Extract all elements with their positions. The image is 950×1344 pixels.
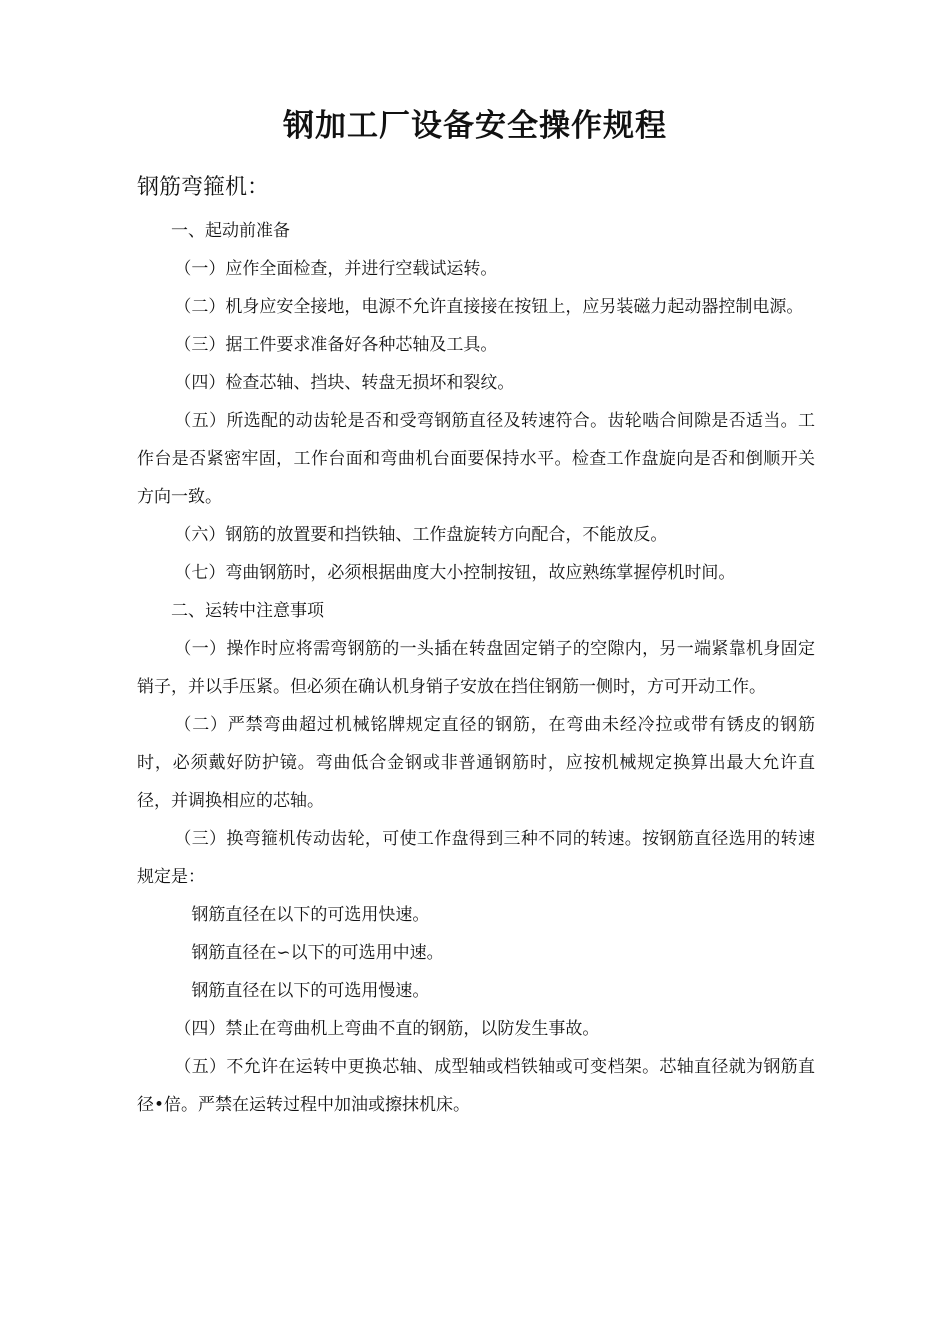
paragraph: （五）不允许在运转中更换芯轴、成型轴或档铁轴或可变档架。芯轴直径就为钢筋直径•倍。严禁在运转过程中加油或擦抹机床。	[137, 1057, 815, 1115]
speed-rule-line: 钢筋直径在∽以下的可选用中速。	[191, 943, 444, 963]
paragraph: （七）弯曲钢筋时，必须根据曲度大小控制按钮，故应熟练掌握停机时间。	[174, 563, 736, 583]
section-heading: 钢筋弯箍机：	[137, 175, 270, 200]
paragraph: （三）据工件要求准备好各种芯轴及工具。	[174, 335, 498, 355]
paragraph: （五）所选配的动齿轮是否和受弯钢筋直径及转速符合。齿轮啮合间隙是否适当。工作台是否紧密牢固，工作台面和弯曲机台面要保持水平。检查工作盘旋向是否和倒顺开关方向一致。	[137, 411, 815, 507]
paragraph: （四）禁止在弯曲机上弯曲不直的钢筋，以防发生事故。	[174, 1019, 600, 1039]
paragraph: （六）钢筋的放置要和挡铁轴、工作盘旋转方向配合，不能放反。	[174, 525, 668, 545]
speed-rule-line: 钢筋直径在以下的可选用慢速。	[191, 981, 430, 1001]
paragraph: （一）应作全面检查，并进行空载试运转。	[174, 259, 498, 279]
speed-rule-line: 钢筋直径在以下的可选用快速。	[191, 905, 430, 925]
paragraph: （一）操作时应将需弯钢筋的一头插在转盘固定销子的空隙内，另一端紧靠机身固定销子，并以手压紧。但必须在确认机身销子安放在挡住钢筋一侧时，方可开动工作。	[137, 639, 815, 697]
document-title: 钢加工厂设备安全操作规程	[283, 108, 667, 144]
subsection-heading: 一、起动前准备	[171, 221, 290, 241]
paragraph: （四）检查芯轴、挡块、转盘无损坏和裂纹。	[174, 373, 515, 393]
paragraph: （二）机身应安全接地，电源不允许直接接在按钮上，应另装磁力起动器控制电源。	[174, 297, 804, 317]
subsection-heading: 二、运转中注意事项	[171, 601, 324, 621]
paragraph: （三）换弯箍机传动齿轮，可使工作盘得到三种不同的转速。按钢筋直径选用的转速规定是：	[137, 829, 815, 887]
document-body	[137, 212, 815, 1124]
paragraph: （二）严禁弯曲超过机械铭牌规定直径的钢筋，在弯曲未经冷拉或带有锈皮的钢筋时，必须戴好防护镜。弯曲低合金钢或非普通钢筋时，应按机械规定换算出最大允许直径，并调换相应的芯轴。	[137, 715, 815, 811]
